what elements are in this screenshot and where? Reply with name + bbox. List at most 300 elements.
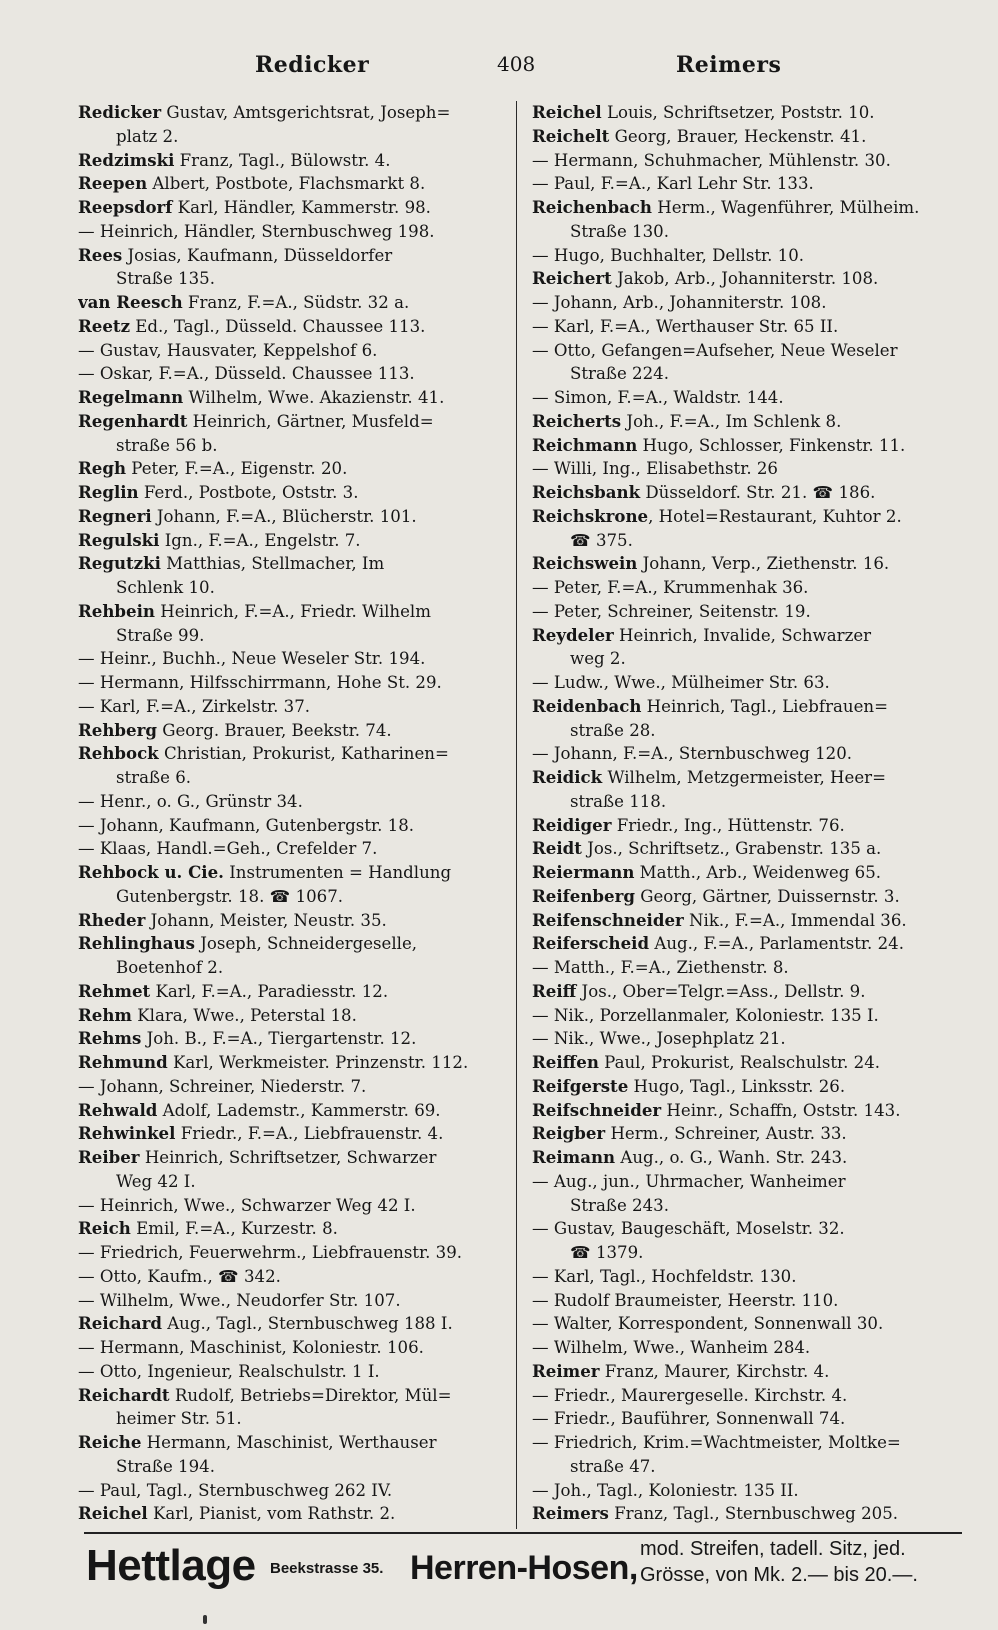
entry-details: Jakob, Arb., Johanniterstr. 108. xyxy=(611,269,879,289)
directory-entry-line xyxy=(532,719,964,743)
entry-details: — Paul, F.=A., Karl Lehr Str. 133. xyxy=(532,174,814,194)
entry-details: Gutenbergstr. 18. ☎ 1067. xyxy=(116,886,344,906)
entry-surname: Regelmann xyxy=(78,387,184,407)
entry-details: — Friedrich, Feuerwehrm., Liebfrauenstr. 39. xyxy=(78,1243,463,1262)
directory-entry-line xyxy=(78,980,503,1004)
entry-surname: Reich xyxy=(78,1218,131,1239)
directory-entry-line xyxy=(532,434,964,458)
directory-entry-line xyxy=(532,386,964,410)
page-number: 408 xyxy=(497,52,536,76)
directory-entry-line xyxy=(532,956,964,980)
entry-surname: Rehmund xyxy=(78,1052,168,1072)
directory-entry-line xyxy=(78,1027,503,1051)
entry-details: — Heinrich, Händler, Sternbuschweg 198. xyxy=(78,221,435,241)
directory-entry-line xyxy=(78,410,503,434)
directory-entry-line xyxy=(532,1502,964,1526)
directory-entry-line xyxy=(78,1312,503,1336)
directory-entry-line xyxy=(532,1217,964,1241)
entry-details: Emil, F.=A., Kurzestr. 8. xyxy=(130,1219,338,1239)
entry-details: Straße 194. xyxy=(116,1456,215,1476)
directory-entry-line xyxy=(78,1004,503,1028)
entry-surname: Regneri xyxy=(78,505,152,526)
directory-entry-line xyxy=(78,932,503,956)
entry-details: Friedr., Ing., Hüttenstr. 76. xyxy=(611,815,845,835)
entry-surname: Rehwald xyxy=(78,1099,158,1120)
entry-surname: Reiermann xyxy=(532,862,635,882)
entry-details: — Otto, Gefangen=Aufseher, Neue Weseler xyxy=(532,340,898,360)
directory-entry-line xyxy=(532,1099,964,1123)
entry-details: Joseph, Schneidergeselle, xyxy=(194,934,418,954)
entry-details: Düsseldorf. Str. 21. ☎ 186. xyxy=(640,483,876,502)
directory-entry-line xyxy=(532,1146,964,1170)
entry-surname: Reglin xyxy=(78,482,139,502)
entry-surname: Rehwinkel xyxy=(78,1123,176,1144)
directory-entry-line xyxy=(532,267,964,291)
entry-details: weg 2. xyxy=(570,649,626,669)
entry-details: Nik., F.=A., Immendal 36. xyxy=(683,910,907,930)
entry-details: Ferd., Postbote, Oststr. 3. xyxy=(138,483,359,502)
entry-details: Herm., Wagenführer, Mülheim. xyxy=(651,198,920,217)
entry-details: Franz, Tagl., Bülowstr. 4. xyxy=(174,150,391,170)
entry-details: straße 47. xyxy=(570,1456,656,1476)
entry-details: — Hermann, Hilfsschirrmann, Hohe St. 29. xyxy=(78,673,442,692)
directory-entry-line xyxy=(78,671,503,695)
entry-details: Straße 224. xyxy=(570,364,669,384)
entry-details: — Wilhelm, Wwe., Wanheim 284. xyxy=(532,1338,811,1357)
entry-surname: Rehm xyxy=(78,1004,132,1025)
entry-details: ☎ 375. xyxy=(570,530,633,550)
entry-details: — Nik., Wwe., Josephplatz 21. xyxy=(532,1029,786,1049)
directory-entry-line xyxy=(532,1122,964,1146)
entry-details: Friedr., F.=A., Liebfrauenstr. 4. xyxy=(175,1124,444,1144)
entry-details: — Gustav, Baugeschäft, Moselstr. 32. xyxy=(532,1219,845,1239)
directory-entry-line xyxy=(78,291,503,315)
entry-details: — Paul, Tagl., Sternbuschweg 262 IV. xyxy=(78,1480,393,1500)
entry-surname: Rehberg xyxy=(78,719,157,740)
directory-entry-line xyxy=(532,1075,964,1099)
entry-details: — Aug., jun., Uhrmacher, Wanheimer xyxy=(532,1171,846,1191)
directory-entry-line xyxy=(78,624,503,648)
directory-entry-line xyxy=(532,1479,964,1503)
entry-surname: Reifenberg xyxy=(532,885,635,906)
directory-entry-line xyxy=(532,1289,964,1313)
entry-details: Instrumenten = Handlung xyxy=(223,863,452,882)
entry-surname: Redzimski xyxy=(78,149,175,170)
directory-entry-line xyxy=(532,457,964,481)
directory-entry-line xyxy=(532,1336,964,1360)
entry-details: Herm., Schreiner, Austr. 33. xyxy=(605,1124,847,1144)
entry-details: — Friedr., Maurergeselle. Kirchstr. 4. xyxy=(532,1385,848,1405)
entry-details: Aug., F.=A., Parlamentstr. 24. xyxy=(649,934,904,954)
entry-surname: Regh xyxy=(78,458,127,479)
directory-entry-line xyxy=(78,956,503,980)
directory-entry-line xyxy=(532,220,964,244)
directory-entry-line xyxy=(532,1265,964,1289)
entry-details: Joh., F.=A., Im Schlenk 8. xyxy=(621,411,842,431)
entry-surname: Reimers xyxy=(532,1503,609,1524)
directory-entry-line xyxy=(532,1004,964,1028)
entry-details: Peter, F.=A., Eigenstr. 20. xyxy=(126,459,348,479)
entry-details: — Karl, F.=A., Werthauser Str. 65 II. xyxy=(532,316,839,336)
entry-details: — Gustav, Hausvater, Keppelshof 6. xyxy=(78,340,378,360)
entry-surname: Reifschneider xyxy=(532,1099,662,1120)
entry-surname: Rehlinghaus xyxy=(78,933,195,954)
entry-details: Heinrich, Invalide, Schwarzer xyxy=(613,625,872,645)
entry-surname: Reichardt xyxy=(78,1384,170,1405)
directory-entry-line xyxy=(78,1289,503,1313)
entry-details: — Otto, Kaufm., ☎ 342. xyxy=(78,1266,281,1286)
directory-entry-line xyxy=(532,837,964,861)
entry-details: Karl, Pianist, vom Rathstr. 2. xyxy=(147,1504,396,1524)
entry-details: — Peter, Schreiner, Seitenstr. 19. xyxy=(532,601,811,621)
directory-entry-line xyxy=(532,339,964,363)
running-head-left: Redicker xyxy=(255,52,370,78)
entry-details: Heinr., Schaffn, Oststr. 143. xyxy=(661,1100,901,1120)
page-header xyxy=(0,0,998,80)
entry-details: Matthias, Stellmacher, Im xyxy=(160,554,385,574)
entry-details: — Henr., o. G., Grünstr 34. xyxy=(78,791,303,811)
entry-details: Christian, Prokurist, Katharinen= xyxy=(158,744,449,764)
entry-surname: Reiche xyxy=(78,1432,142,1452)
directory-entry-line xyxy=(78,1051,503,1075)
entry-details: Josias, Kaufmann, Düsseldorfer xyxy=(122,245,393,265)
entry-details: Heinrich, Schriftsetzer, Schwarzer xyxy=(139,1148,437,1167)
entry-details: Rudolf, Betriebs=Direktor, Mül= xyxy=(169,1385,452,1405)
entry-surname: Reiferscheid xyxy=(532,933,650,954)
entry-surname: Reichard xyxy=(78,1313,162,1334)
directory-entry-line xyxy=(532,172,964,196)
directory-entry-line xyxy=(78,386,503,410)
entry-details: Hermann, Maschinist, Werthauser xyxy=(141,1433,437,1452)
directory-entry-line xyxy=(78,172,503,196)
directory-entry-line xyxy=(78,1502,503,1526)
directory-entry-line xyxy=(78,220,503,244)
entry-details: ☎ 1379. xyxy=(570,1243,644,1262)
entry-surname: Reigber xyxy=(532,1123,606,1144)
entry-details: Hugo, Schlosser, Finkenstr. 11. xyxy=(637,435,906,455)
directory-entry-line xyxy=(78,1265,503,1289)
entry-surname: Regulski xyxy=(78,529,160,550)
running-head-right: Reimers xyxy=(676,52,782,78)
entry-details: heimer Str. 51. xyxy=(116,1409,242,1429)
entry-details: Ign., F.=A., Engelstr. 7. xyxy=(159,530,361,550)
directory-entry-line xyxy=(532,1431,964,1455)
directory-entry-line xyxy=(532,1241,964,1265)
footer-advertisement xyxy=(84,1536,962,1596)
directory-entry-line xyxy=(532,1170,964,1194)
directory-entry-line xyxy=(78,1336,503,1360)
directory-entry-line xyxy=(78,267,503,291)
directory-entry-line xyxy=(78,742,503,766)
entry-details: Straße 130. xyxy=(570,221,669,241)
directory-entry-line xyxy=(78,505,503,529)
directory-entry-line xyxy=(78,1217,503,1241)
entry-details: Albert, Postbote, Flachsmarkt 8. xyxy=(147,174,426,194)
directory-entry-line xyxy=(532,552,964,576)
entry-details: — Johann, Arb., Johanniterstr. 108. xyxy=(532,293,827,312)
directory-entry-line xyxy=(78,1075,503,1099)
directory-entry-line xyxy=(532,742,964,766)
entry-details: Matth., Arb., Weidenweg 65. xyxy=(634,863,882,882)
directory-entry-line xyxy=(78,125,503,149)
directory-entry-line xyxy=(78,695,503,719)
directory-entry-line xyxy=(78,600,503,624)
entry-details: Heinrich, Tagl., Liebfrauen= xyxy=(641,696,888,716)
directory-entry-line xyxy=(532,125,964,149)
directory-column-right xyxy=(532,101,964,1524)
directory-entry-line xyxy=(532,790,964,814)
entry-details: — Hermann, Maschinist, Koloniestr. 106. xyxy=(78,1338,424,1357)
directory-entry-line xyxy=(532,149,964,173)
directory-entry-line xyxy=(78,101,503,125)
directory-entry-line xyxy=(78,315,503,339)
entry-surname: Reicherts xyxy=(532,410,622,431)
entry-details: Karl, F.=A., Paradiesstr. 12. xyxy=(150,981,389,1001)
entry-details: — Ludw., Wwe., Mülheimer Str. 63. xyxy=(532,673,830,692)
directory-entry-line xyxy=(78,909,503,933)
entry-details: — Johann, Kaufmann, Gutenbergstr. 18. xyxy=(78,815,415,835)
directory-entry-line xyxy=(78,885,503,909)
entry-details: — Friedr., Bauführer, Sonnenwall 74. xyxy=(532,1409,846,1429)
entry-surname: Reepen xyxy=(78,173,148,194)
directory-entry-line xyxy=(532,481,964,505)
directory-entry-line xyxy=(78,766,503,790)
entry-details: Aug., o. G., Wanh. Str. 243. xyxy=(615,1148,848,1167)
entry-details: Hugo, Tagl., Linksstr. 26. xyxy=(628,1076,846,1096)
entry-details: — Joh., Tagl., Koloniestr. 135 II. xyxy=(532,1480,799,1500)
entry-details: Paul, Prokurist, Realschulstr. 24. xyxy=(598,1053,881,1072)
entry-details: Straße 99. xyxy=(116,625,205,645)
entry-details: — Peter, F.=A., Krummenhak 36. xyxy=(532,578,809,597)
entry-surname: Reidiger xyxy=(532,814,612,835)
entry-surname: Reydeler xyxy=(532,624,614,645)
entry-details: — Johann, Schreiner, Niederstr. 7. xyxy=(78,1076,367,1096)
ad-brand: Hettlage xyxy=(86,1541,256,1590)
entry-details: Georg, Gärtner, Duissernstr. 3. xyxy=(634,886,900,906)
directory-entry-line xyxy=(532,1407,964,1431)
directory-entry-line xyxy=(78,244,503,268)
entry-details: — Hermann, Schuhmacher, Mühlenstr. 30. xyxy=(532,150,891,170)
entry-details: — Wilhelm, Wwe., Neudorfer Str. 107. xyxy=(78,1290,401,1310)
directory-entry-line xyxy=(532,410,964,434)
entry-details: platz 2. xyxy=(116,126,179,146)
directory-entry-line xyxy=(532,291,964,315)
entry-details: Franz, Maurer, Kirchstr. 4. xyxy=(599,1361,830,1381)
directory-entry-line xyxy=(532,1194,964,1218)
ad-product: Herren-Hosen, xyxy=(410,1549,638,1587)
entry-details: Karl, Händler, Kammerstr. 98. xyxy=(172,198,431,217)
entry-surname: Reimer xyxy=(532,1360,600,1381)
entry-details: — Hugo, Buchhalter, Dellstr. 10. xyxy=(532,245,805,265)
entry-details: Wilhelm, Wwe. Akazienstr. 41. xyxy=(183,388,445,407)
entry-details: straße 56 b. xyxy=(116,435,218,455)
directory-entry-line xyxy=(532,647,964,671)
entry-details: , Hotel=Restaurant, Kuhtor 2. xyxy=(648,506,902,526)
entry-details: — Heinr., Buchh., Neue Weseler Str. 194. xyxy=(78,649,426,669)
directory-entry-line xyxy=(532,576,964,600)
entry-details: Johann, Meister, Neustr. 35. xyxy=(145,910,387,930)
directory-entry-line xyxy=(532,624,964,648)
directory-entry-line xyxy=(78,647,503,671)
entry-details: Karl, Werkmeister. Prinzenstr. 112. xyxy=(167,1053,469,1072)
entry-details: Georg. Brauer, Beekstr. 74. xyxy=(156,720,392,740)
entry-surname: Reichelt xyxy=(532,125,610,146)
directory-entry-line xyxy=(532,1051,964,1075)
entry-details: Straße 135. xyxy=(116,269,215,289)
directory-entry-line xyxy=(78,196,503,220)
entry-details: Franz, F.=A., Südstr. 32 a. xyxy=(182,293,410,312)
entry-surname: Reichel xyxy=(78,1503,148,1524)
entry-surname: Rehbock xyxy=(78,743,159,764)
directory-entry-line xyxy=(532,861,964,885)
entry-details: — Oskar, F.=A., Düsseld. Chaussee 113. xyxy=(78,364,415,384)
entry-surname: Reiff xyxy=(532,980,577,1001)
entry-surname: Reichskrone xyxy=(532,505,649,526)
entry-details: Boetenhof 2. xyxy=(116,958,224,977)
entry-surname: Reimann xyxy=(532,1147,616,1167)
directory-entry-line xyxy=(532,315,964,339)
directory-entry-line xyxy=(78,1170,503,1194)
entry-surname: Rehms xyxy=(78,1028,142,1049)
directory-entry-line xyxy=(78,790,503,814)
directory-entry-line xyxy=(532,766,964,790)
directory-entry-line xyxy=(78,1241,503,1265)
directory-entry-line xyxy=(78,814,503,838)
directory-entry-line xyxy=(78,529,503,553)
entry-surname: Reichert xyxy=(532,268,612,289)
entry-details: Aug., Tagl., Sternbuschweg 188 I. xyxy=(161,1314,453,1334)
entry-details: Ed., Tagl., Düsseld. Chaussee 113. xyxy=(130,316,426,336)
directory-entry-line xyxy=(532,980,964,1004)
ink-mark xyxy=(203,1615,207,1624)
entry-surname: Redicker xyxy=(78,102,162,122)
entry-surname: Regutzki xyxy=(78,553,161,574)
entry-details: — Walter, Korrespondent, Sonnenwall 30. xyxy=(532,1314,884,1334)
entry-details: — Nik., Porzellanmaler, Koloniestr. 135 I. xyxy=(532,1005,879,1025)
entry-details: — Matth., F.=A., Ziethenstr. 8. xyxy=(532,958,789,977)
directory-entry-line xyxy=(78,149,503,173)
directory-entry-line xyxy=(532,671,964,695)
entry-details: — Heinrich, Wwe., Schwarzer Weg 42 I. xyxy=(78,1195,416,1215)
entry-details: Franz, Tagl., Sternbuschweg 205. xyxy=(608,1504,899,1524)
entry-surname: Rees xyxy=(78,244,123,265)
ad-street: Beekstrasse 35. xyxy=(270,1560,384,1577)
entry-details: Adolf, Lademstr., Kammerstr. 69. xyxy=(157,1100,441,1120)
directory-entry-line xyxy=(78,1431,503,1455)
directory-entry-line xyxy=(78,1146,503,1170)
entry-details: Gustav, Amtsgerichtsrat, Joseph= xyxy=(161,103,451,122)
entry-surname: Reichenbach xyxy=(532,197,652,217)
entry-details: Jos., Ober=Telgr.=Ass., Dellstr. 9. xyxy=(576,981,866,1001)
directory-entry-line xyxy=(78,481,503,505)
entry-details: — Karl, Tagl., Hochfeldstr. 130. xyxy=(532,1266,797,1286)
directory-entry-line xyxy=(78,719,503,743)
directory-entry-line xyxy=(78,339,503,363)
entry-surname: Reidenbach xyxy=(532,695,642,716)
entry-surname: Reiber xyxy=(78,1147,140,1167)
directory-entry-line xyxy=(532,1384,964,1408)
directory-entry-line xyxy=(532,1027,964,1051)
entry-details: — Rudolf Braumeister, Heerstr. 110. xyxy=(532,1290,839,1310)
entry-details: Wilhelm, Metzgermeister, Heer= xyxy=(602,768,886,787)
column-divider xyxy=(516,101,517,1529)
entry-details: — Simon, F.=A., Waldstr. 144. xyxy=(532,388,784,407)
directory-entry-line xyxy=(532,196,964,220)
directory-entry-line xyxy=(78,1479,503,1503)
entry-surname: Reichel xyxy=(532,102,602,122)
directory-entry-line xyxy=(532,1360,964,1384)
entry-details: — Otto, Ingenieur, Realschulstr. 1 I. xyxy=(78,1361,380,1381)
directory-entry-line xyxy=(532,362,964,386)
directory-entry-line xyxy=(78,457,503,481)
entry-surname: Regenhardt xyxy=(78,410,188,431)
entry-details: — Friedrich, Krim.=Wachtmeister, Moltke= xyxy=(532,1433,901,1452)
entry-details: Klara, Wwe., Peterstal 18. xyxy=(131,1005,357,1025)
entry-details: Jos., Schriftsetz., Grabenstr. 135 a. xyxy=(581,839,882,859)
entry-details: Heinrich, Gärtner, Musfeld= xyxy=(187,411,434,431)
entry-surname: Reichmann xyxy=(532,434,638,455)
entry-surname: Reifgerste xyxy=(532,1075,629,1096)
ad-detail-line-2: Grösse, von Mk. 2.— bis 20.—. xyxy=(640,1564,918,1586)
directory-column-left xyxy=(78,101,503,1524)
entry-details: — Karl, F.=A., Zirkelstr. 37. xyxy=(78,696,311,716)
entry-details: — Willi, Ing., Elisabethstr. 26 xyxy=(532,459,778,479)
directory-entry-line xyxy=(532,505,964,529)
entry-details: — Klaas, Handl.=Geh., Crefelder 7. xyxy=(78,839,378,859)
footer-rule xyxy=(84,1532,962,1534)
ad-detail-line-1: mod. Streifen, tadell. Sitz, jed. xyxy=(640,1538,906,1560)
directory-entry-line xyxy=(78,1099,503,1123)
entry-details: Louis, Schriftsetzer, Poststr. 10. xyxy=(601,103,875,122)
directory-entry-line xyxy=(532,909,964,933)
entry-details: Johann, F.=A., Blücherstr. 101. xyxy=(151,506,417,526)
directory-entry-line xyxy=(532,101,964,125)
entry-surname: Reichswein xyxy=(532,553,638,574)
directory-entry-line xyxy=(78,1384,503,1408)
entry-surname: Rehbein xyxy=(78,600,155,621)
directory-entry-line xyxy=(532,529,964,553)
entry-surname: Reiffen xyxy=(532,1052,599,1072)
directory-entry-line xyxy=(78,362,503,386)
entry-surname: Rheder xyxy=(78,909,146,930)
entry-surname: Reepsdorf xyxy=(78,197,173,217)
directory-entry-line xyxy=(78,1122,503,1146)
directory-entry-line xyxy=(78,1360,503,1384)
directory-entry-line xyxy=(532,600,964,624)
directory-entry-line xyxy=(532,244,964,268)
directory-entry-line xyxy=(532,1455,964,1479)
entry-details: Joh. B., F.=A., Tiergartenstr. 12. xyxy=(141,1029,417,1049)
directory-entry-line xyxy=(78,1194,503,1218)
entry-details: straße 118. xyxy=(570,791,667,811)
entry-surname: Reetz xyxy=(78,315,130,336)
entry-surname: Reidick xyxy=(532,767,603,787)
directory-entry-line xyxy=(532,814,964,838)
directory-entry-line xyxy=(78,576,503,600)
entry-details: Weg 42 I. xyxy=(116,1171,196,1191)
entry-details: Johann, Verp., Ziethenstr. 16. xyxy=(637,554,890,574)
directory-entry-line xyxy=(532,695,964,719)
directory-entry-line xyxy=(78,552,503,576)
entry-details: — Johann, F.=A., Sternbuschweg 120. xyxy=(532,744,853,764)
entry-surname: Reichsbank xyxy=(532,482,641,502)
entry-details: Straße 243. xyxy=(570,1195,669,1215)
directory-entry-line xyxy=(78,1407,503,1431)
entry-details: straße 28. xyxy=(570,720,656,740)
directory-entry-line xyxy=(78,837,503,861)
directory-entry-line xyxy=(78,434,503,458)
entry-surname: Rehmet xyxy=(78,980,151,1001)
